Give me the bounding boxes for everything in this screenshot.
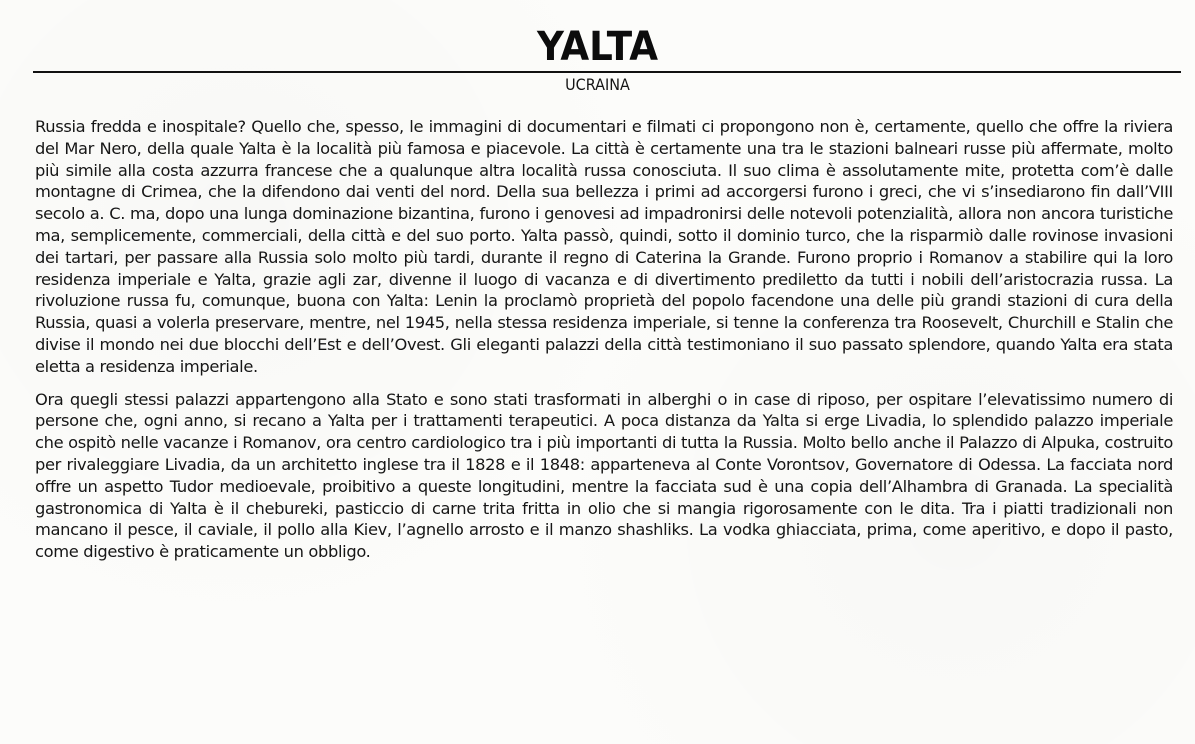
article-body <box>35 116 1173 563</box>
article-paragraph: Ora quegli stessi palazzi appartengono alla Stato e sono stati trasformati in alberghi o in case di riposo, per ospitare l’elevatissimo numero di persone che, ogni anno, si recano a Yalta per i trattamenti terapeutici. A poca distanza da Yalta si erge Livadia, lo splendido palazzo imperiale che ospitò nelle vacanze i Romanov, ora centro cardiologico tra i più importanti di tutta la Russia. Molto bello anche il Palazzo di Alpuka, costruito per rivaleggiare Livadia, da un architetto inglese tra il 1828 e il 1848: apparteneva al Conte Vorontsov, Governatore di Odessa. La facciata nord offre un aspetto Tudor medioevale, proibitivo a queste longitudini, mentre la facciata sud è una copia dell’Alhambra di Granada. La specialità gastronomica di Yalta è il chebureki, pasticcio di carne trita fritta in olio che si mangia rigorosamente con le dita. Tra i piatti tradizionali non mancano il pesce, il caviale, il pollo alla Kiev, l’agnello arrosto e il manzo shashliks. La vodka ghiacciata, prima, come aperitivo, e dopo il pasto, come digestivo è praticamente un obbligo. <box>35 389 1173 562</box>
article-paragraph: Russia fredda e inospitale? Quello che, spesso, le immagini di documentari e filmati ci propongono non è, certamente, quello che offre la riviera del Mar Nero, della quale Yalta è la località più famosa e piacevole. La città è certamente una tra le stazioni balneari russe più affermate, molto più simile alla costa azzurra francese che a qualunque altra località russa conosciuta. Il suo clima è assolutamente mite, protetta com’è dalle montagne di Crimea, che la difendono dai venti del nord. Della sua bellezza i primi ad accorgersi furono i greci, che vi s’insediarono fin dall’VIII secolo a. C. ma, dopo una lunga dominazione bizantina, furono i genovesi ad impadronirsi delle notevoli potenzialità, allora non ancora turistiche ma, semplicemente, commerciali, della città e del suo porto. Yalta passò, quindi, sotto il dominio turco, che la risparmiò dalle rovinose invasioni dei tartari, per passare alla Russia solo molto più tardi, durante il regno di Caterina la Grande. Furono proprio i Romanov a stabilire qui la loro residenza imperiale e Yalta, grazie agli zar, divenne il luogo di vacanza e di divertimento prediletto da tutti i nobili dell’aristocrazia russa. La rivoluzione russa fu, comunque, buona con Yalta: Lenin la proclamò proprietà del popolo facendone una delle più grandi stazioni di cura della Russia, quasi a volerla preservare, mentre, nel 1945, nella stessa residenza imperiale, si tenne la conferenza tra Roosevelt, Churchill e Stalin che divise il mondo nei due blocchi dell’Est e dell’Ovest. Gli eleganti palazzi della città testimoniano il suo passato splendore, quando Yalta era stata eletta a residenza imperiale. <box>35 117 1173 376</box>
article-subtitle: UCRAINA <box>565 75 630 94</box>
article-title: YALTA <box>536 24 658 70</box>
title-rule <box>33 71 1181 73</box>
